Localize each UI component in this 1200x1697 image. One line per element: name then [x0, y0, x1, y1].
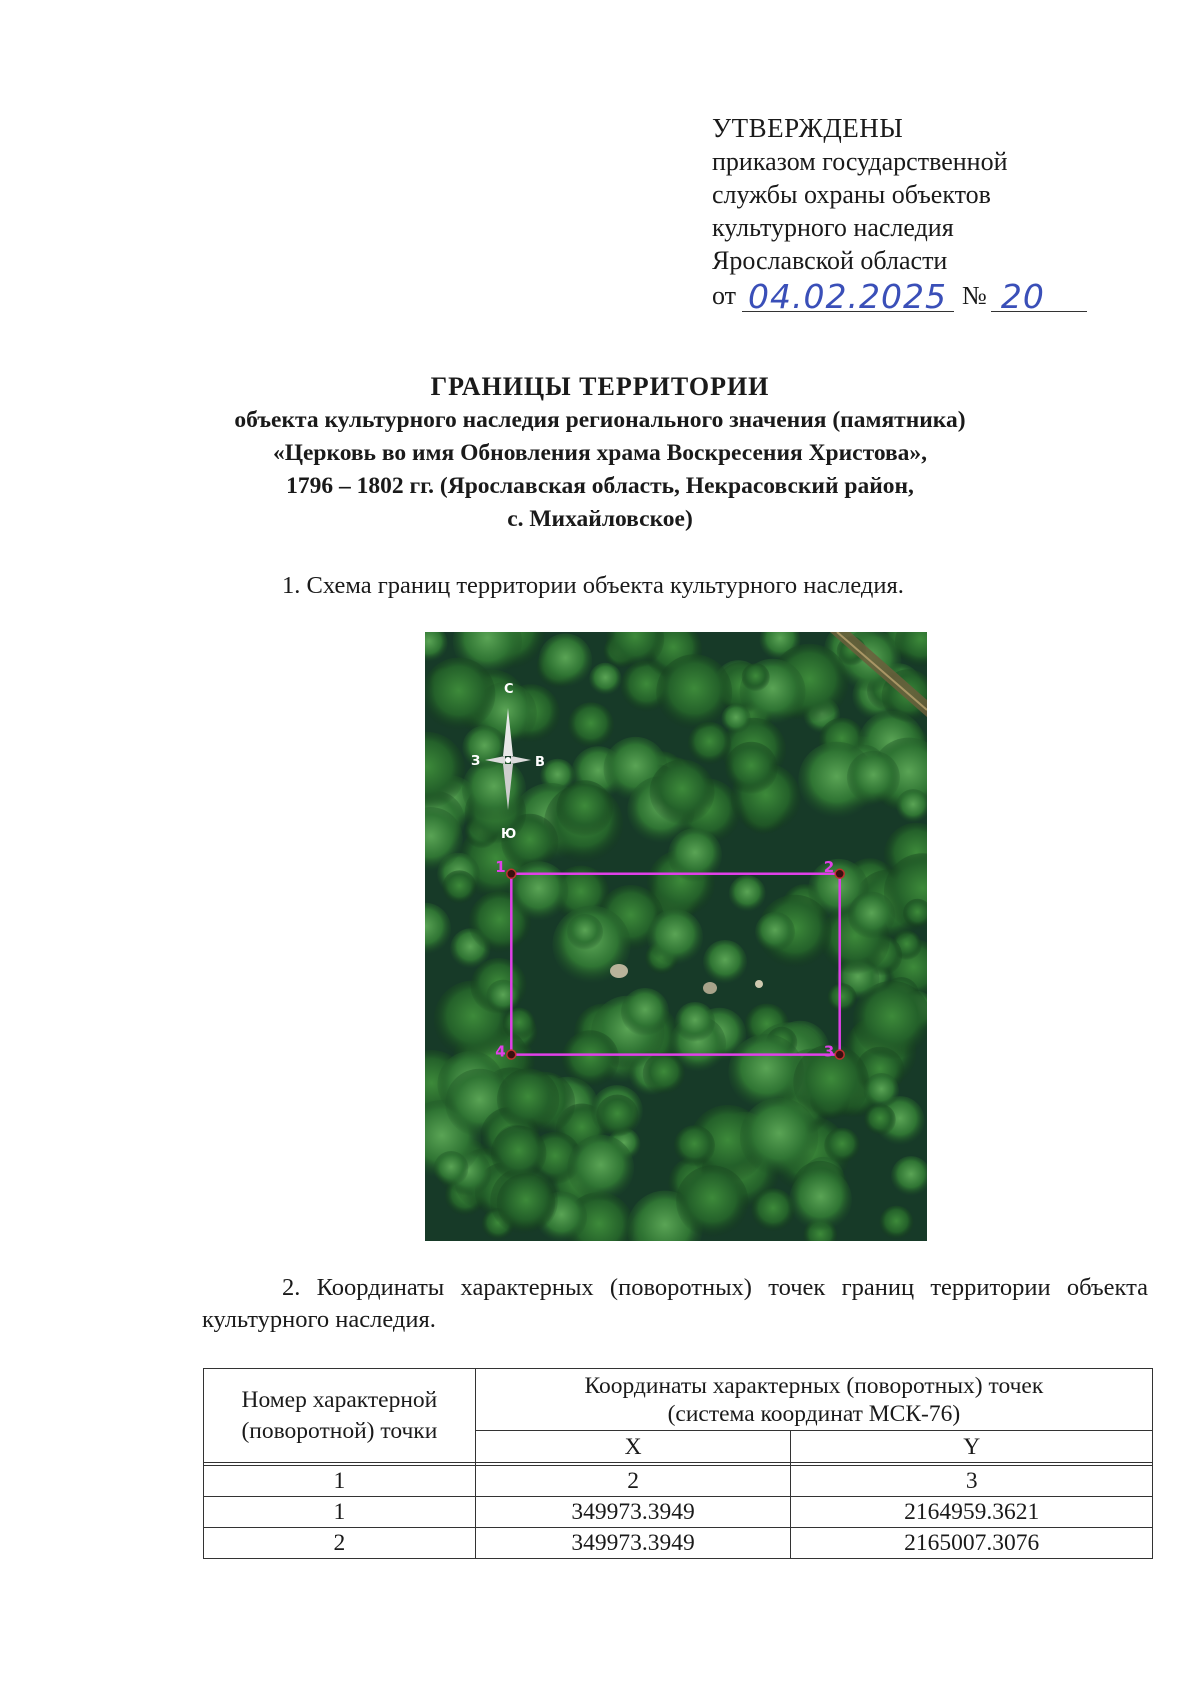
- tree-crown: [755, 912, 795, 952]
- boundary-point-marker: [835, 1050, 844, 1059]
- approval-line: культурного наследия: [712, 213, 954, 242]
- tree-crown: [864, 1073, 899, 1108]
- handwritten-date: 04.02.2025: [748, 277, 947, 316]
- boundary-point-label: 1: [495, 857, 506, 876]
- table-cell-point: 1: [204, 1497, 476, 1528]
- tree-crown: [462, 726, 506, 770]
- tree-crown: [556, 780, 612, 836]
- tree-crown: [725, 742, 777, 794]
- map-svg: [425, 632, 927, 1241]
- tree-crown: [650, 759, 715, 824]
- tree-crown: [647, 909, 703, 965]
- tree-crown: [742, 663, 770, 691]
- approval-block: [712, 112, 1132, 316]
- tree-crown: [789, 1168, 852, 1231]
- boundary-point-label: 4: [495, 1042, 506, 1061]
- table-cell-x: 349973.3949: [475, 1528, 791, 1559]
- approval-title: УТВЕРЖДЕНЫ: [712, 113, 904, 143]
- tree-crown: [562, 1030, 619, 1087]
- tree-crown: [864, 1104, 896, 1136]
- header-coordinates: [475, 1369, 1152, 1431]
- tree-crown: [879, 1206, 913, 1240]
- tree-crown: [568, 702, 614, 748]
- tree-crown: [729, 875, 766, 912]
- tree-crown: [539, 634, 593, 688]
- tree-crown: [596, 1095, 638, 1137]
- heading-line: «Церковь во имя Обновления храма Воскресения Христова»,: [272, 440, 928, 466]
- tree-crown: [497, 1173, 556, 1232]
- tree-crown: [847, 751, 900, 804]
- section-1-caption: 1. Схема границ территории объекта культурного наследия.: [282, 572, 904, 599]
- header-coordinates-line-2: (система координат МСК-76): [667, 1400, 961, 1427]
- tree-crown: [567, 914, 603, 950]
- number-prefix: №: [962, 281, 987, 310]
- tree-crown: [751, 1188, 795, 1232]
- table-index-row: [204, 1466, 1153, 1497]
- section-2-caption: 2. Координаты характерных (поворотных) точек границ территории объекта культурного наследия.: [202, 1274, 1148, 1333]
- tree-crown: [703, 940, 747, 984]
- table-row: [204, 1528, 1153, 1559]
- heading-line: с. Михайловское): [507, 506, 693, 532]
- tree-crown: [486, 980, 519, 1013]
- compass-west: З: [471, 754, 481, 769]
- tree-canopy: [425, 632, 927, 1241]
- tree-crown: [497, 1068, 559, 1130]
- date-prefix: от: [712, 281, 737, 310]
- tree-crown: [567, 1135, 634, 1202]
- heading-line: объекта культурного наследия регионального значения (памятника): [234, 407, 966, 433]
- tree-crown: [656, 654, 732, 730]
- tree-crown: [434, 1151, 469, 1186]
- compass-east: В: [535, 755, 545, 770]
- coordinates-table: [203, 1368, 1153, 1559]
- handwritten-number: 20: [1000, 277, 1045, 316]
- approval-line: Ярославской области: [712, 246, 948, 275]
- approval-line: приказом государственной: [712, 147, 1008, 176]
- header-x: X: [475, 1431, 791, 1463]
- header-point-number: Номер характерной (поворотной) точки: [204, 1369, 476, 1463]
- boundary-point-label: 2: [823, 857, 835, 876]
- tree-crown: [425, 658, 495, 731]
- tree-crown: [442, 870, 476, 904]
- header-coordinates-line-1: Координаты характерных (поворотных) точек: [584, 1372, 1044, 1399]
- tree-crown: [721, 704, 750, 733]
- table-cell-y: 2164959.3621: [791, 1497, 1153, 1528]
- approval-line: службы охраны объектов: [712, 180, 991, 209]
- table-cell-point: 2: [204, 1528, 476, 1559]
- table-cell: 2: [475, 1466, 791, 1497]
- boundary-point-marker: [507, 1050, 516, 1059]
- table-cell: 3: [791, 1466, 1153, 1497]
- tree-crown: [676, 1165, 748, 1237]
- date-field: [742, 277, 954, 316]
- compass-north: С: [504, 682, 514, 697]
- document-heading: [200, 370, 1000, 536]
- table-cell-x: 349973.3949: [475, 1497, 791, 1528]
- compass-south: Ю: [501, 827, 517, 842]
- tree-crown: [827, 983, 856, 1012]
- tree-crown: [621, 988, 669, 1036]
- tree-crown: [740, 1098, 818, 1176]
- table-row: [204, 1497, 1153, 1528]
- tree-crown: [675, 1002, 715, 1042]
- header-y: Y: [791, 1431, 1153, 1463]
- number-field: [991, 277, 1087, 316]
- heading-title: ГРАНИЦЫ ТЕРРИТОРИИ: [430, 372, 770, 401]
- aerial-map: [425, 632, 927, 1241]
- tree-crown: [674, 1125, 715, 1166]
- heading-line: 1796 – 1802 гг. (Ярославская область, Некрасовский район,: [286, 473, 914, 499]
- boundary-point-label: 3: [823, 1042, 835, 1061]
- tree-crown: [643, 1053, 685, 1095]
- table-cell-y: 2165007.3076: [791, 1528, 1153, 1559]
- boundary-point-marker: [835, 869, 844, 878]
- tree-crown: [509, 861, 569, 921]
- tree-crown: [728, 1034, 804, 1110]
- order-signature-line: [712, 277, 1132, 316]
- tree-crown: [848, 892, 895, 939]
- table-cell: 1: [204, 1466, 476, 1497]
- tree-crown: [491, 1126, 546, 1181]
- boundary-point-marker: [507, 869, 516, 878]
- tree-crown: [824, 1128, 860, 1164]
